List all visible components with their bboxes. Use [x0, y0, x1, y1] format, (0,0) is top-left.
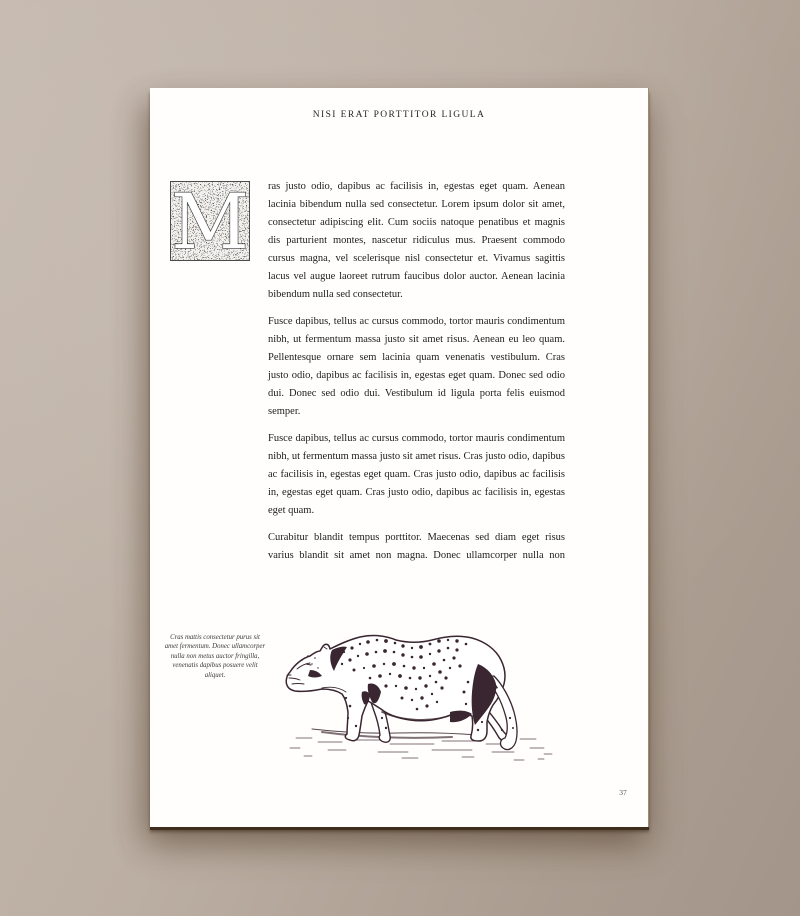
- animal-engraving-illustration: [282, 626, 564, 766]
- margin-note: Cras mattis consectetur purus sit amet fermentum. Donec ullamcorper nulla non metus auctor fringilla, venenatis dapibus posuere velit aliquet.: [164, 634, 266, 679]
- drop-cap-ornament: [170, 181, 250, 261]
- paragraph: ras justo odio, dapibus ac facilisis in, egestas eget quam. Aenean lacinia bibendum nulla sed consectetur. Lorem ipsum dolor sit amet, consectetur adipiscing elit. Cum sociis natoque penatibus et magnis dis parturient montes, nascetur ridiculus mus. Praesent commodo cursus magna, vel scelerisque nisl consectetur et. Vivamus sagittis lacus vel augue laoreet rutrum faucibus dolor auctor. Aenean lacinia bibendum nulla sed consectetur.: [268, 181, 565, 300]
- paragraph: Curabitur blandit tempus porttitor. Maecenas sed diam eget risus varius blandit sit amet non magna. Donec ullamcorper nulla non: [268, 532, 565, 561]
- text-column: [268, 178, 565, 565]
- paragraph: Fusce dapibus, tellus ac cursus commodo, tortor mauris condimentum nibh, ut fermentum massa justo sit amet risus. Aenean eu leo quam. Pellentesque ornare sem lacinia quam venenatis vestibulum. Cras justo odio, dapibus ac facilisis in, egestas eget quam. Donec sed odio dui. Donec sed odio dui. Vestibulum id ligula porta felis euismod semper.: [268, 316, 565, 417]
- paragraph: Fusce dapibus, tellus ac cursus commodo, tortor mauris condimentum nibh, ut fermentum massa justo sit amet risus. Cras justo odio, dapibus ac facilisis in, egestas eget quam. Cras justo odio, dapibus ac facilisis in, egestas eget quam. Cras justo odio, dapibus ac facilisis in, egestas eget quam.: [268, 433, 565, 516]
- drop-cap-letter: M: [171, 181, 249, 261]
- page-number: 37: [619, 788, 627, 797]
- book-page: [150, 88, 649, 827]
- running-header: NISI ERAT PORTTITOR LIGULA: [312, 110, 486, 120]
- spotted-animal-engraving-icon: [282, 626, 564, 766]
- drop-cap-speckle-icon: [170, 181, 250, 261]
